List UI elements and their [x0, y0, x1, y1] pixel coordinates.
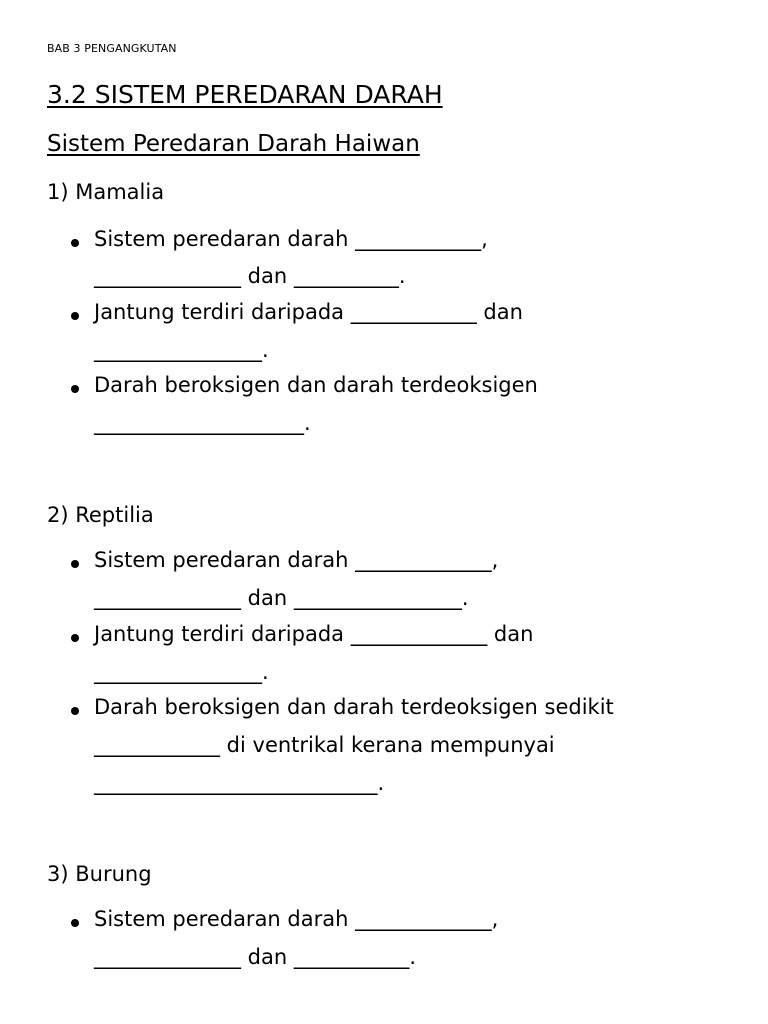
- bullet-dot: [71, 919, 79, 927]
- bullet-dot: [71, 707, 79, 715]
- bullet-dot: [71, 312, 79, 320]
- bullet-dot: [71, 560, 79, 568]
- bullet-dot: [71, 385, 79, 393]
- section-heading-reptilia: 2) Reptilia: [47, 503, 154, 527]
- bullet-line: ____________________.: [94, 411, 311, 435]
- page-title: 3.2 SISTEM PEREDARAN DARAH: [47, 80, 443, 109]
- bullet-line: ______________ dan ________________.: [94, 586, 469, 610]
- bullet-line: Darah beroksigen dan darah terdeoksigen: [94, 373, 538, 397]
- bullet-line: Jantung terdiri daripada _____________ dan: [94, 622, 534, 646]
- bullet-line: Jantung terdiri daripada ____________ dan: [94, 300, 523, 324]
- page-subtitle: Sistem Peredaran Darah Haiwan: [47, 131, 420, 157]
- bullet-line: Sistem peredaran darah ____________,: [94, 227, 488, 251]
- bullet-line: ______________ dan __________.: [94, 264, 406, 288]
- bullet-line: Sistem peredaran darah _____________,: [94, 907, 499, 931]
- chapter-header: BAB 3 PENGANGKUTAN: [47, 42, 177, 55]
- bullet-line: ________________.: [94, 660, 269, 684]
- bullet-line: Sistem peredaran darah _____________,: [94, 548, 499, 572]
- bullet-line: Darah beroksigen dan darah terdeoksigen sedikit: [94, 695, 614, 719]
- section-heading-mamalia: 1) Mamalia: [47, 180, 165, 204]
- bullet-dot: [71, 634, 79, 642]
- bullet-line: ________________.: [94, 338, 269, 362]
- bullet-line: ___________________________.: [94, 771, 385, 795]
- bullet-line: ______________ dan ___________.: [94, 945, 417, 969]
- bullet-line: ____________ di ventrikal kerana mempunyai: [94, 733, 555, 757]
- bullet-dot: [71, 239, 79, 247]
- section-heading-burung: 3) Burung: [47, 862, 152, 886]
